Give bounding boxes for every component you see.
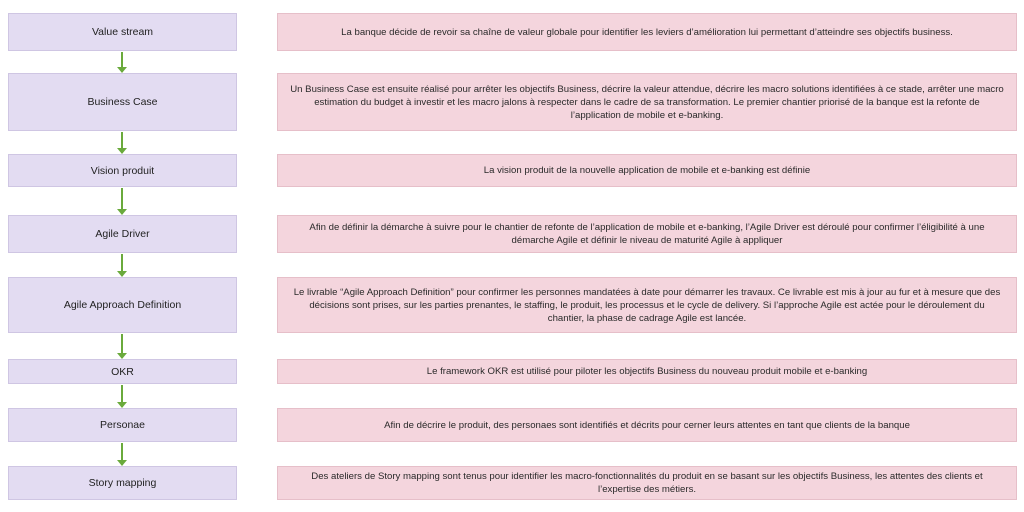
description-personae: Afin de décrire le produit, des personaes sont identifiés et décrits pour cerner leurs attentes en tant que clients de la banque — [277, 408, 1017, 442]
description-agile-driver: Afin de définir la démarche à suivre pour le chantier de refonte de l’application de mobile et e-banking, l’Agile Driver est déroulé pour confirmer l’éligibilité à une démarche Agile et définir le niveau de maturité Agile à appliquer — [277, 215, 1017, 253]
flow-arrow-4 — [121, 254, 123, 276]
description-value-stream: La banque décide de revoir sa chaîne de valeur globale pour identifier les leviers d’amélioration lui permettant d’atteindre ses objectifs business. — [277, 13, 1017, 51]
stage-story-mapping: Story mapping — [8, 466, 237, 500]
description-story-mapping: Des ateliers de Story mapping sont tenus pour identifier les macro-fonctionnalités du produit en se basant sur les objectifs Business, les attentes des clients et l’expertise des métiers. — [277, 466, 1017, 500]
description-agile-approach-definition: Le livrable “Agile Approach Definition” pour confirmer les personnes mandatées à date pour démarrer les travaux. Ce livrable est mis à jour au fur et à mesure que des décisions sont prises, sur les parties prenantes, le staffing, le produit, les processus et le cycle de delivery. Si l’approche Agile est actée pour le déroulement du chantier, la phase de cadrage Agile est lancée. — [277, 277, 1017, 333]
flow-arrow-1 — [121, 52, 123, 72]
description-vision-produit: La vision produit de la nouvelle application de mobile et e-banking est définie — [277, 154, 1017, 187]
flow-arrow-6 — [121, 385, 123, 407]
stage-okr: OKR — [8, 359, 237, 384]
flow-arrow-7 — [121, 443, 123, 465]
flow-arrow-2 — [121, 132, 123, 153]
stage-vision-produit: Vision produit — [8, 154, 237, 187]
stage-business-case: Business Case — [8, 73, 237, 131]
stage-agile-approach-definition: Agile Approach Definition — [8, 277, 237, 333]
stage-value-stream: Value stream — [8, 13, 237, 51]
flow-arrow-5 — [121, 334, 123, 358]
description-okr: Le framework OKR est utilisé pour piloter les objectifs Business du nouveau produit mobile et e-banking — [277, 359, 1017, 384]
stage-agile-driver: Agile Driver — [8, 215, 237, 253]
flow-arrow-3 — [121, 188, 123, 214]
description-business-case: Un Business Case est ensuite réalisé pour arrêter les objectifs Business, décrire la valeur attendue, décrire les macro solutions identifiées à ce stade, arrêter une macro estimation du budget à investir et les macro jalons à respecter dans le cadre de sa transformation. Le premier chantier priorisé de la banque est la refonte de l’application de mobile et e-banking. — [277, 73, 1017, 131]
stage-personae: Personae — [8, 408, 237, 442]
